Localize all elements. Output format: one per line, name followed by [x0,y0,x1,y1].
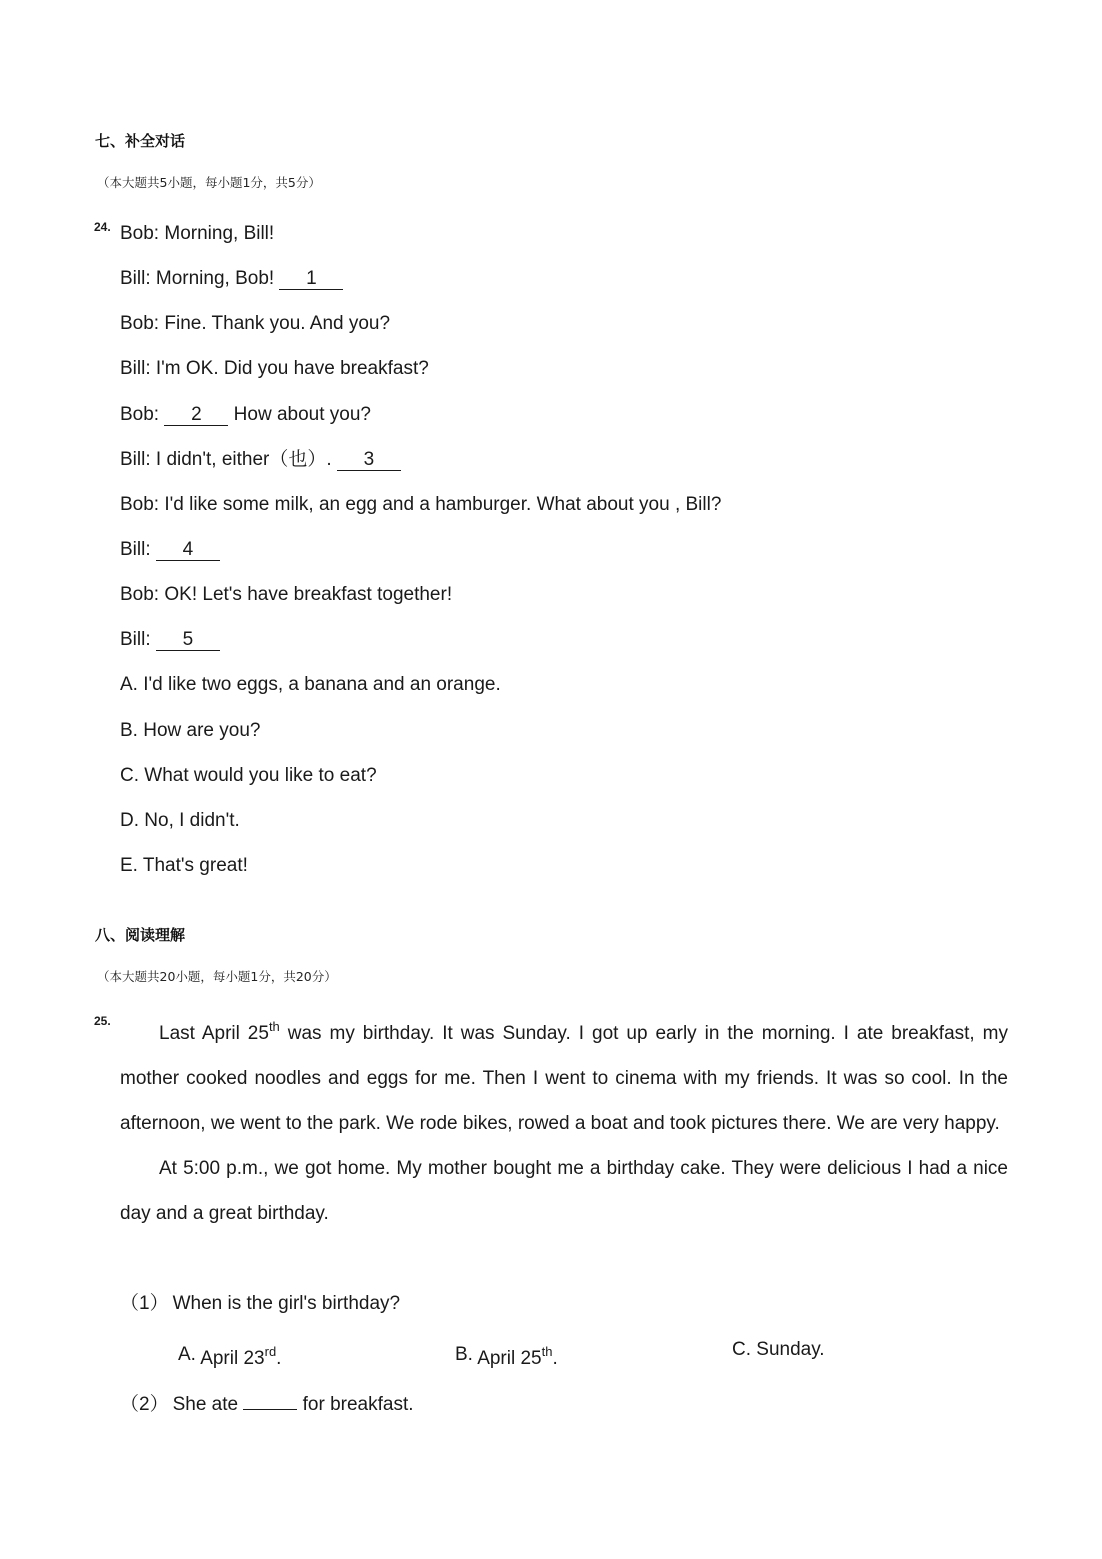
dialogue-text: Bob: [120,404,165,425]
choice-label: A. [178,1344,196,1365]
dialogue-line [120,628,220,652]
option-b: B. How are you? [120,720,261,741]
choice-c: C. Sunday. [732,1339,825,1360]
reading-passage [120,1011,1008,1236]
passage-paragraph-1 [120,1011,1008,1146]
dialogue-line [120,357,429,381]
dialogue-text: Bill: [120,629,156,650]
dialogue-text: Bob: Morning, Bill! [120,223,275,244]
sub-question-text: for breakfast. [297,1394,414,1415]
answer-blank-3: 3 [337,450,401,471]
sub-question-1 [120,1292,400,1316]
dialogue-text: Bob: Fine. Thank you. And you? [120,313,391,334]
passage-text: was my birthday. It was Sunday. I got up early in the morning. I ate breakfast, my mother cooked noodles and eggs for me. Then I went to cinema with my friends. It was so cool. In the afternoon, we went to the park. We rode bikes, rowed a boat and took pictures there. We are very happy. [120,1023,1008,1134]
dialogue-line [120,448,401,472]
dialogue-line [120,267,343,291]
question-number-24: 24. [94,220,111,234]
answer-blank-4: 4 [156,540,220,561]
section-8-title: 八、阅读理解 [95,926,186,944]
dialogue-text: Bill: Morning, Bob! [120,268,280,289]
answer-blank-1: 1 [279,269,343,290]
choice-text: . [552,1348,558,1369]
dialogue-line [120,222,274,246]
sub-question-text: When is the girl's birthday? [172,1293,401,1314]
answer-blank-2: 2 [164,405,228,426]
choice-label: B. [455,1344,473,1365]
passage-text: Last April 25 [159,1023,269,1044]
dialogue-text: Bill: I'm OK. Did you have breakfast? [120,358,429,379]
sub-question-2 [120,1389,414,1417]
sub-question-text: She ate [172,1394,244,1415]
dialogue-line [120,403,371,427]
section-7-title: 七、补全对话 [95,132,186,150]
ordinal-suffix: rd [264,1344,277,1359]
section-8-note: （本大题共20小题，每小题1分，共20分） [97,969,337,984]
sub-question-number: （2） [120,1394,169,1415]
passage-paragraph-2: At 5:00 p.m., we got home. My mother bought me a birthday cake. They were delicious I had a nice day and a great birthday. [120,1158,1008,1224]
option-c: C. What would you like to eat? [120,765,377,786]
sub-question-number: （1） [120,1293,169,1314]
answer-blank-5: 5 [156,630,220,651]
ordinal-suffix: th [268,1019,280,1034]
choice-a [178,1343,281,1371]
option-e: E. That's great! [120,855,248,876]
choice-text: April 25 [477,1348,542,1369]
option-a: A. I'd like two eggs, a banana and an orange. [120,674,501,695]
option-d: D. No, I didn't. [120,810,240,831]
dialogue-line [120,312,390,336]
question-number-25: 25. [94,1014,111,1028]
choice-text: . [276,1348,282,1369]
dialogue-text: Bob: I'd like some milk, an egg and a hamburger. What about you , Bill? [120,494,722,515]
dialogue-text: Bill: I didn't, either（也）. [120,449,337,470]
ordinal-suffix: th [541,1344,553,1359]
answer-blank [243,1389,297,1410]
section-7-note: （本大题共5小题，每小题1分，共5分） [97,175,321,190]
dialogue-line [120,493,721,517]
dialogue-text: Bill: [120,539,156,560]
choice-text: April 23 [200,1348,265,1369]
choice-b [455,1343,558,1371]
dialogue-line [120,538,220,562]
dialogue-text: How about you? [228,404,371,425]
dialogue-line [120,583,452,607]
dialogue-text: Bob: OK! Let's have breakfast together! [120,584,453,605]
